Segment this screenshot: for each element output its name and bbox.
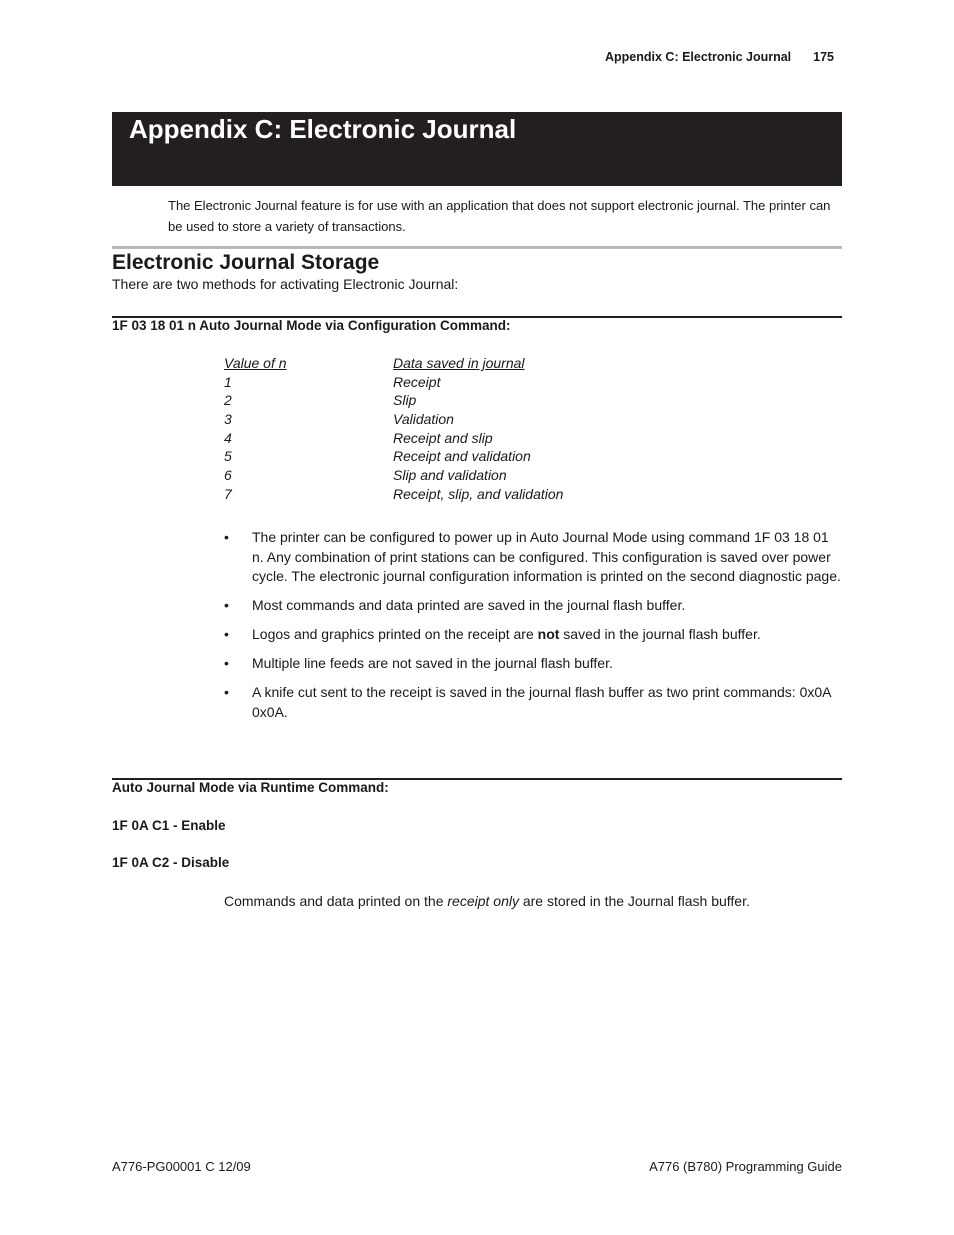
bullet-text: A knife cut sent to the receipt is saved in the journal flash buffer as two print commands: 0x0A 0x0A. (252, 684, 831, 720)
runtime-note (224, 893, 750, 909)
bullet-item (224, 654, 844, 674)
config-command-heading: 1F 03 18 01 n Auto Journal Mode via Configuration Command: (112, 318, 511, 333)
data-saved: Slip and validation (393, 467, 507, 484)
bullet-item (224, 528, 844, 587)
data-saved: Receipt and validation (393, 448, 531, 465)
bullet-list (224, 528, 844, 732)
bullet-text: Multiple line feeds are not saved in the journal flash buffer. (252, 655, 613, 671)
data-saved: Receipt, slip, and validation (393, 485, 564, 502)
note-text-before: Commands and data printed on the (224, 893, 448, 909)
running-header (605, 50, 834, 64)
table-header-data: Data saved in journal (393, 355, 525, 371)
note-text-italic: receipt only (447, 893, 519, 909)
data-saved: Slip (393, 392, 417, 409)
storage-heading: Electronic Journal Storage (112, 251, 380, 274)
data-saved: Validation (393, 411, 454, 428)
bullet-text-after: saved in the journal flash buffer. (559, 626, 761, 642)
storage-subtitle: There are two methods for activating Electronic Journal: (112, 276, 459, 292)
bullet-dot: • (224, 655, 229, 671)
footer-guide-title: A776 (B780) Programming Guide (649, 1159, 842, 1174)
running-title: Appendix C: Electronic Journal (605, 50, 792, 64)
value-of-n: 6 (224, 467, 232, 484)
title-banner (112, 112, 842, 186)
bullet-dot: • (224, 597, 229, 613)
bullet-item (224, 683, 844, 722)
disable-command: 1F 0A C2 - Disable (112, 855, 230, 870)
value-of-n: 7 (224, 485, 232, 502)
enable-command: 1F 0A C1 - Enable (112, 818, 226, 833)
bullet-dot: • (224, 529, 229, 545)
intro-paragraph: The Electronic Journal feature is for use with an application that does not support electronic journal. The printer can be used to store a variety of transactions. (168, 198, 831, 234)
note-text-after: are stored in the Journal flash buffer. (518, 893, 750, 909)
value-of-n: 3 (224, 411, 232, 428)
bullet-text-bold: not (537, 626, 560, 642)
value-of-n: 2 (224, 392, 232, 409)
bullet-dot: • (224, 684, 229, 700)
bullet-text (252, 626, 761, 642)
value-of-n: 4 (224, 429, 232, 446)
data-saved: Receipt and slip (393, 429, 493, 446)
bullet-item (224, 625, 844, 645)
data-saved: Receipt (393, 373, 441, 390)
page-title: Appendix C: Electronic Journal (129, 114, 517, 144)
bullet-text-before: Logos and graphics printed on the receipt are (252, 626, 538, 642)
page-number: 175 (813, 50, 834, 64)
bullet-item (224, 596, 844, 616)
footer-doc-id: A776-PG00001 C 12/09 (112, 1159, 251, 1174)
bullet-dot: • (224, 626, 229, 642)
bullet-text: Most commands and data printed are saved in the journal flash buffer. (252, 597, 686, 613)
value-of-n: 1 (224, 373, 232, 390)
runtime-command-heading: Auto Journal Mode via Runtime Command: (112, 780, 389, 795)
value-of-n: 5 (224, 448, 232, 465)
table-header-value: Value of n (224, 355, 287, 371)
bullet-text: The printer can be configured to power up in Auto Journal Mode using command 1F 03 18 01 n. Any combination of print stations can be configured. This configuration is saved over power cycle. The electronic journal configuration information is printed on the second diagnostic page. (252, 529, 841, 584)
